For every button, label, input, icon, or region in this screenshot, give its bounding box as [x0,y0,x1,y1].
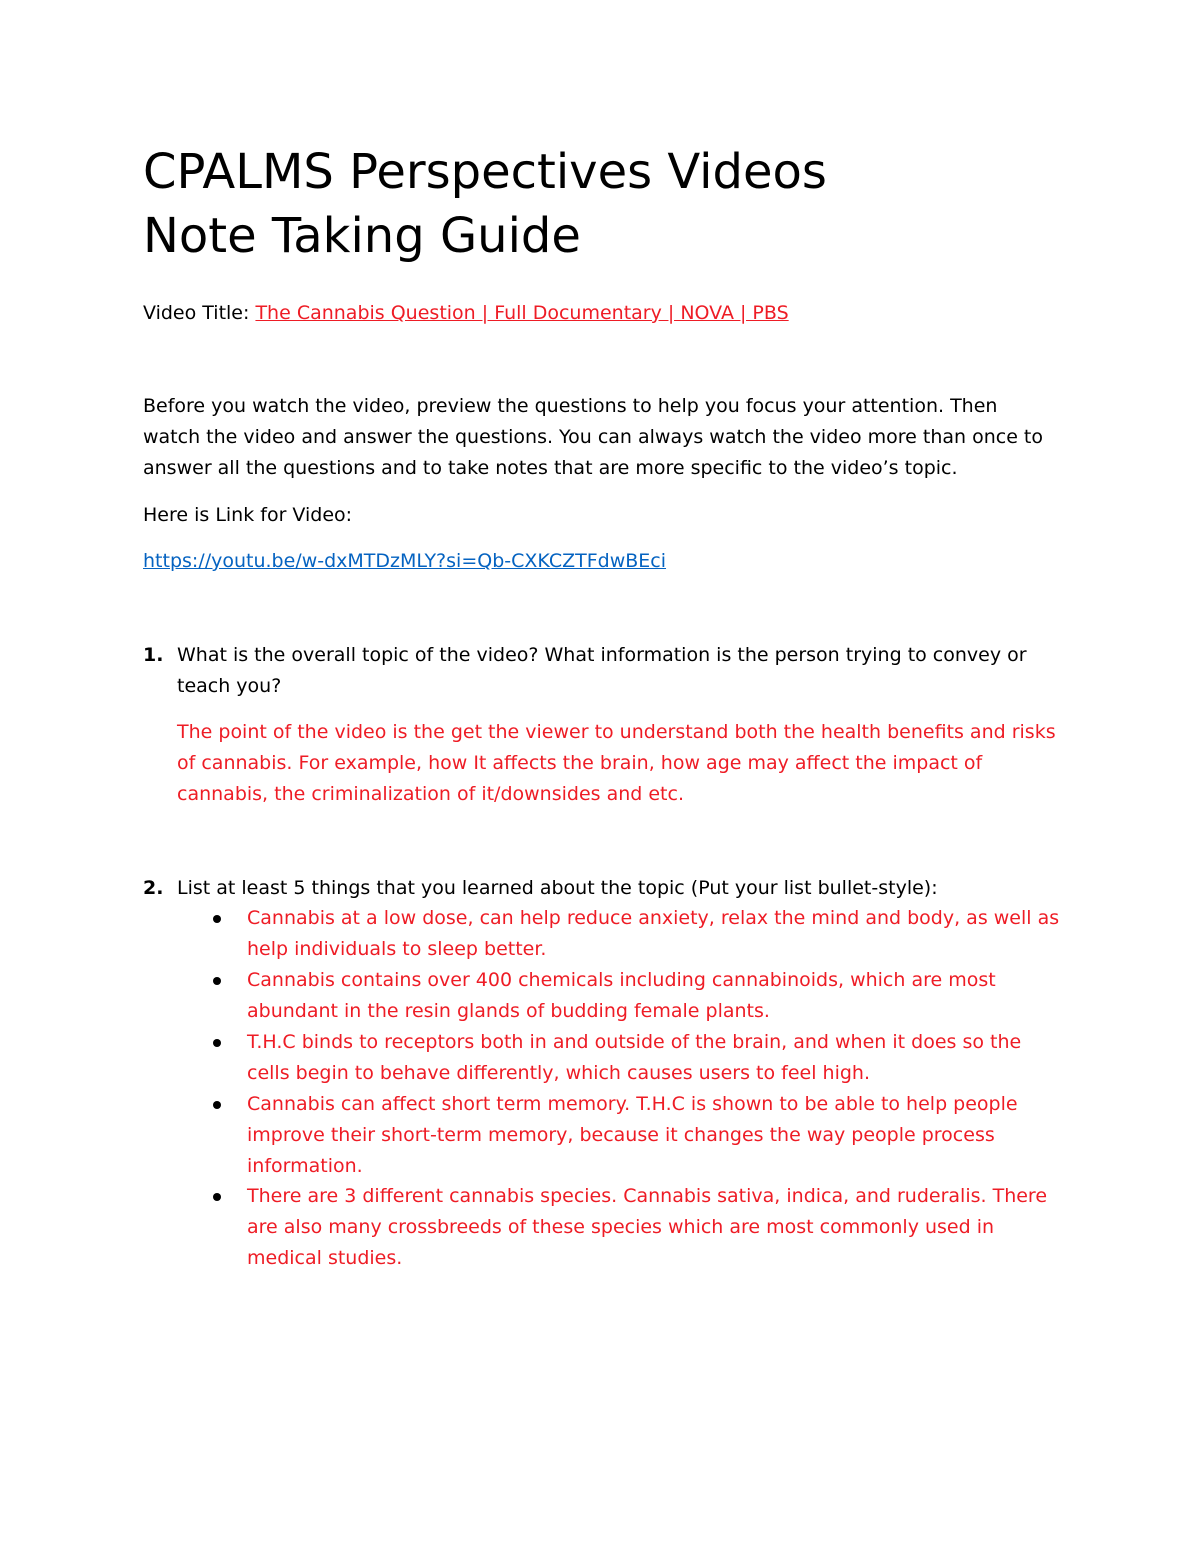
answer-1-line-3: cannabis, the criminalization of it/downsides and etc. [177,783,684,805]
question-1-line-2: teach you? [177,675,282,697]
intro-line-2: watch the video and answer the questions. You can always watch the video more than once to [143,426,1044,448]
answer-1-line-1: The point of the video is the get the viewer to understand both the health benefits and risks [177,721,1056,743]
video-url-link[interactable]: https://youtu.be/w-dxMTDzMLY?si=Qb-CXKCZTFdwBEci [143,550,667,572]
bullet-1-line-2: help individuals to sleep better. [247,938,547,960]
bullet-icon [213,1101,221,1109]
document-title [143,140,827,268]
question-2-number: 2. [143,877,164,899]
bullet-5-line-2: are also many crossbreeds of these species which are most commonly used in [247,1216,995,1238]
bullet-3-line-2: cells begin to behave differently, which causes users to feel high. [247,1062,871,1084]
bullet-5-line-1: There are 3 different cannabis species. Cannabis sativa, indica, and ruderalis. There [247,1185,1048,1207]
bullet-2-line-1: Cannabis contains over 400 chemicals including cannabinoids, which are most [247,969,996,991]
bullet-3-line-1: T.H.C binds to receptors both in and outside of the brain, and when it does so the [247,1031,1022,1053]
bullet-icon [213,915,221,923]
video-title-label: Video Title: [143,302,256,324]
link-label: Here is Link for Video: [143,504,353,526]
bullet-icon [213,977,221,985]
intro-line-1: Before you watch the video, preview the questions to help you focus your attention. Then [143,395,998,417]
bullet-4-line-3: information. [247,1155,363,1177]
video-title-row [143,298,789,329]
bullet-4-line-1: Cannabis can affect short term memory. T.H.C is shown to be able to help people [247,1093,1018,1115]
question-2-line-1: List at least 5 things that you learned about the topic (Put your list bullet-style): [177,877,938,899]
bullet-icon [213,1039,221,1047]
bullet-2-line-2: abundant in the resin glands of budding female plants. [247,1000,770,1022]
bullet-icon [213,1193,221,1201]
video-title-link[interactable]: The Cannabis Question | Full Documentary | NOVA | PBS [255,302,789,324]
bullet-5-line-3: medical studies. [247,1247,403,1269]
bullet-1-line-1: Cannabis at a low dose, can help reduce anxiety, relax the mind and body, as well as [247,907,1060,929]
title-line-2: Note Taking Guide [143,208,581,264]
title-line-1: CPALMS Perspectives Videos [143,144,827,200]
bullet-4-line-2: improve their short-term memory, because it changes the way people process [247,1124,995,1146]
answer-1-line-2: of cannabis. For example, how It affects the brain, how age may affect the impact of [177,752,983,774]
intro-line-3: answer all the questions and to take notes that are more specific to the video’s topic. [143,457,958,479]
question-1-line-1: What is the overall topic of the video? What information is the person trying to convey or [177,644,1027,666]
question-1-number: 1. [143,644,164,666]
